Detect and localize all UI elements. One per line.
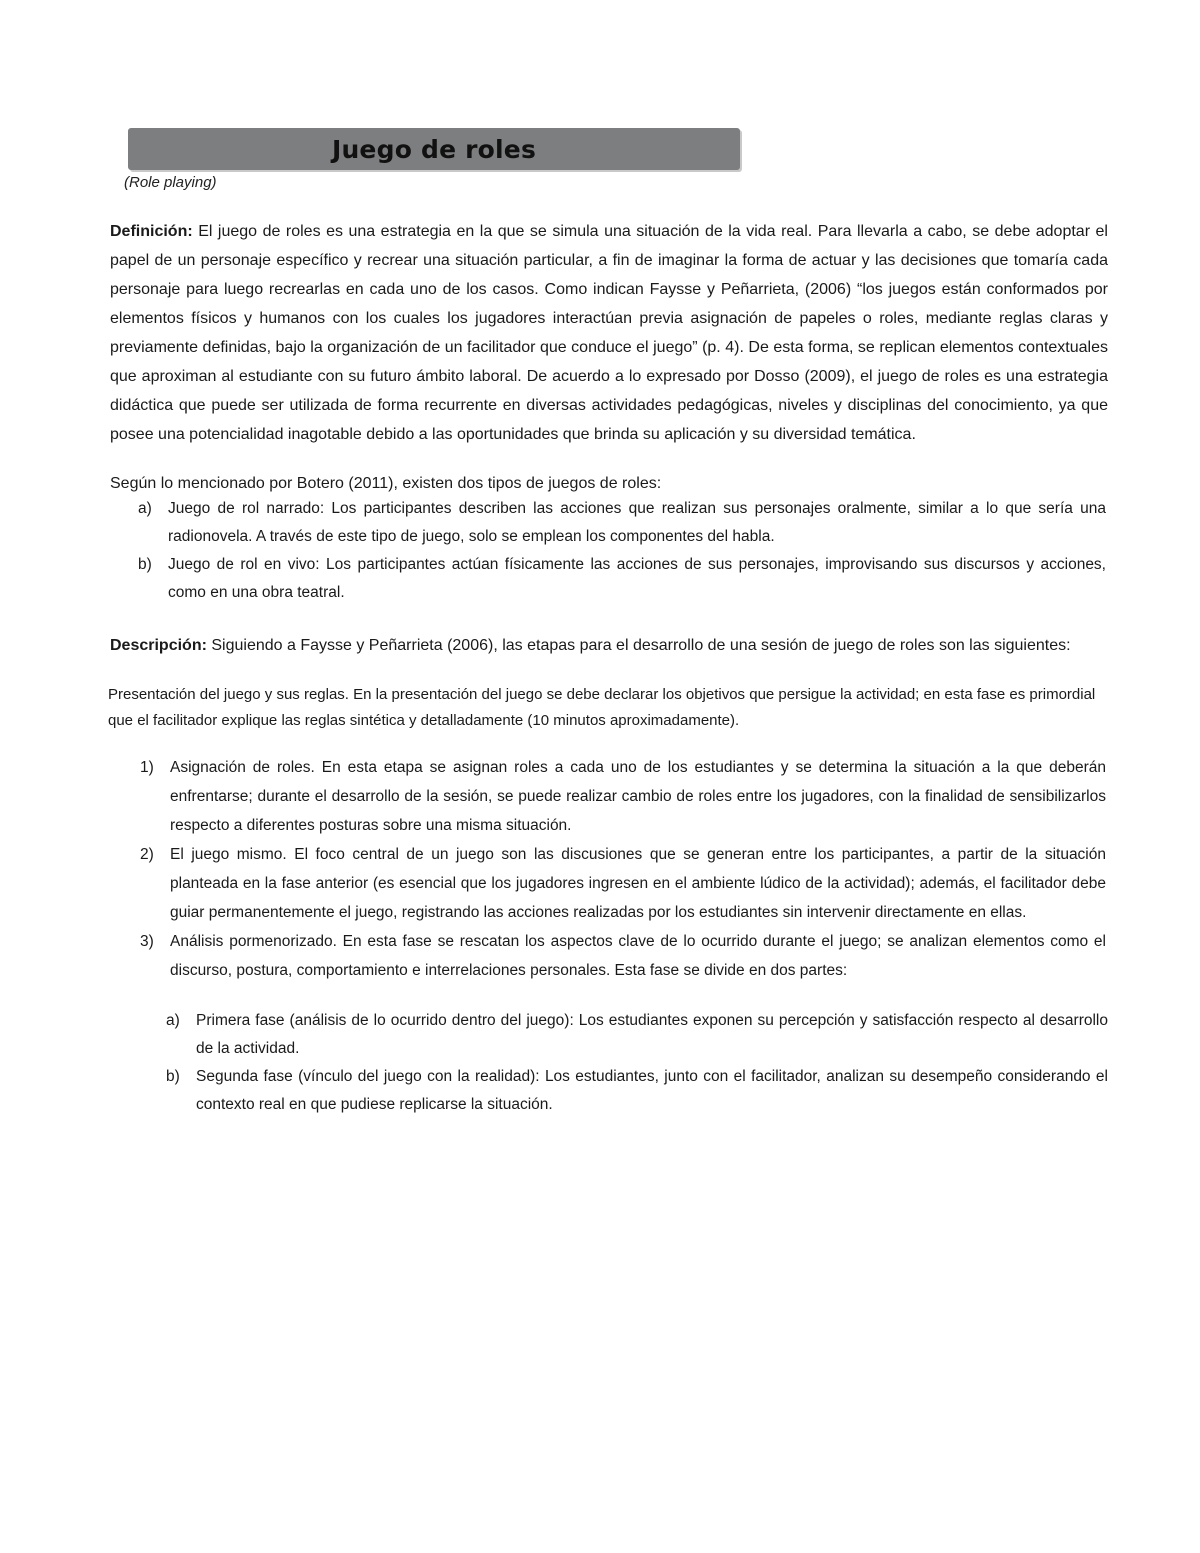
- list-item-text: Segunda fase (vínculo del juego con la realidad): Los estudiantes, junto con el facilitador, analizan su desempeño considerando el contexto real en que pudiese replicarse la situación.: [196, 1068, 1108, 1113]
- list-item: [140, 840, 1106, 927]
- definition-label: Definición:: [110, 223, 193, 240]
- page-subtitle: (Role playing): [124, 174, 217, 191]
- list-marker: a): [166, 1012, 180, 1029]
- presentation-paragraph: Presentación del juego y sus reglas. En la presentación del juego se debe declarar los objetivos que persigue la actividad; en esta fase es primordial que el facilitador explique las reglas sintética y detalladamente (10 minutos aproximadamente).: [108, 686, 1096, 729]
- types-intro: Según lo mencionado por Botero (2011), existen dos tipos de juegos de roles:: [110, 475, 662, 492]
- description-text: Siguiendo a Faysse y Peñarrieta (2006), las etapas para el desarrollo de una sesión de juego de roles son las siguientes:: [211, 637, 1071, 654]
- list-item-text: Juego de rol en vivo: Los participantes actúan físicamente las acciones de sus personajes, improvisando sus discursos y acciones, como en una obra teatral.: [168, 556, 1106, 601]
- list-marker: 1): [140, 759, 154, 776]
- list-item: [140, 753, 1106, 840]
- list-item-text: Análisis pormenorizado. En esta fase se rescatan los aspectos clave de lo ocurrido durante el juego; se analizan elementos como el discurso, postura, comportamiento e interrelaciones personales. Esta fase se divide en dos partes:: [170, 933, 1106, 979]
- list-item-text: Asignación de roles. En esta etapa se asignan roles a cada uno de los estudiantes y se determina la situación a la que deberán enfrentarse; durante el desarrollo de la sesión, se puede realizar cambio de roles entre los jugadores, con la finalidad de sensibilizarlos respecto a diferentes posturas sobre una misma situación.: [170, 759, 1106, 834]
- definition-paragraph: [110, 217, 1108, 449]
- page-title: Juego de roles: [331, 134, 537, 164]
- list-item-text: Primera fase (análisis de lo ocurrido dentro del juego): Los estudiantes exponen su percepción y satisfacción respecto al desarrollo de la actividad.: [196, 1012, 1108, 1057]
- list-item-text: El juego mismo. El foco central de un juego son las discusiones que se generan entre los participantes, a partir de la situación planteada en la fase anterior (es esencial que los jugadores ingresen en el ambiente lúdico de la actividad); además, el facilitador debe guiar permanentemente el juego, registrando las acciones realizadas por los estudiantes sin intervenir directamente en ellas.: [170, 846, 1106, 921]
- title-banner: [128, 128, 740, 170]
- list-item: [140, 927, 1106, 985]
- list-marker: a): [138, 500, 152, 517]
- sub-phases-list: [166, 1007, 1108, 1119]
- list-item: [138, 551, 1106, 607]
- list-item: [166, 1007, 1108, 1063]
- description-paragraph: [110, 631, 1108, 660]
- list-marker: 2): [140, 846, 154, 863]
- steps-list: [140, 753, 1106, 985]
- types-list: [138, 495, 1106, 607]
- description-label: Descripción:: [110, 637, 207, 654]
- definition-text: El juego de roles es una estrategia en la que se simula una situación de la vida real. Para llevarla a cabo, se debe adoptar el papel de un personaje específico y recrear una situación particular, a fin de imaginar la forma de actuar y las decisiones que tomaría cada personaje para luego recrearlas en cada uno de los casos. Como indican Faysse y Peñarrieta, (2006) “los juegos están conformados por elementos físicos y humanos con los cuales los jugadores interactúan previa asignación de papeles o roles, mediante reglas claras y previamente definidas, bajo la organización de un facilitador que conduce el juego” (p. 4). De esta forma, se replican elementos contextuales que aproximan al estudiante con su futuro ámbito laboral. De acuerdo a lo expresado por Dosso (2009), el juego de roles es una estrategia didáctica que puede ser utilizada de forma recurrente en diversas actividades pedagógicas, niveles y disciplinas del conocimiento, ya que posee una potencialidad inagotable debido a las oportunidades que brinda su aplicación y su diversidad temática.: [110, 223, 1108, 443]
- list-marker: 3): [140, 933, 154, 950]
- list-marker: b): [138, 556, 152, 573]
- list-marker: b): [166, 1068, 180, 1085]
- list-item-text: Juego de rol narrado: Los participantes describen las acciones que realizan sus personajes oralmente, similar a lo que sería una radionovela. A través de este tipo de juego, solo se emplean los componentes del habla.: [168, 500, 1106, 545]
- list-item: [138, 495, 1106, 551]
- list-item: [166, 1063, 1108, 1119]
